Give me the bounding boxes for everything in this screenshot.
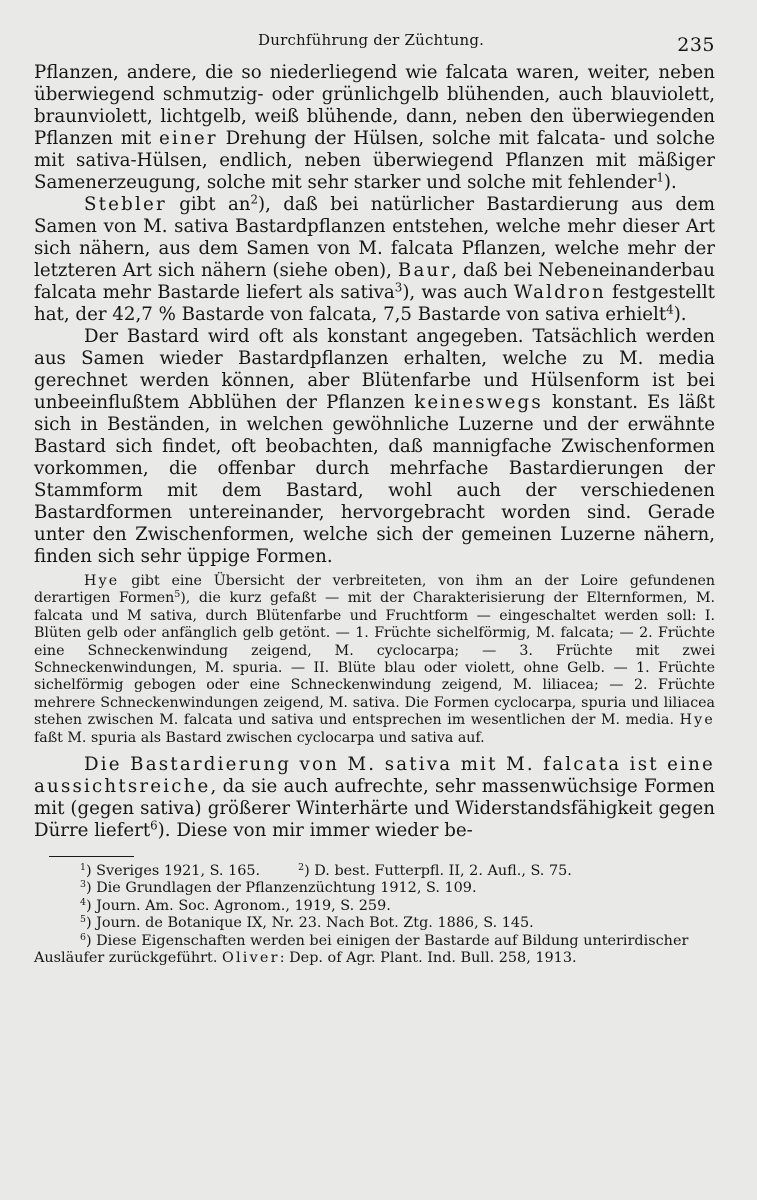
- running-title: Durchführung der Züchtung.: [258, 31, 485, 49]
- footnote-ref: 1: [656, 170, 664, 185]
- footnotes: [34, 863, 715, 967]
- author-name: Baur: [397, 260, 452, 281]
- author-name: Waldron: [513, 282, 606, 303]
- footnote-ref: 4: [666, 302, 674, 317]
- paragraph-hye: Hye gibt eine Übersicht der verbreiteten, von ihm an der Loire gefundenen derartigen Formen$^5$), die kurz gefaßt — mit der Charakterisierung der Elternformen, M. falcata und M sativa, durch Blütenfarbe und Fruchtform — eingeschaltet werden soll: I. Blüten gelb oder anfänglich gelb getönt. — 1. Früchte sichelförmig, M. falcata; — 2. Früchte eine Schneckenwindung zeigend, M. cyclocarpa; — 3. Früchte mit zwei Schneckenwindungen, M. spuria. — II. Blüte blau oder violett, ohne Gelb. — 1. Früchte sichelförmig gebogen oder eine Schneckenwindung zeigend, M. liliacea; — 2. Früchte mehrere Schneckenwindungen zeigend, M. sativa. Die Formen cyclocarpa, spuria und liliacea stehen zwischen M. falcata und sativa und entsprechen im wesentlichen der M. media. Hye faßt M. spuria als Bastard zwischen cyclocarpa und sativa auf.: [34, 573, 715, 746]
- footnote-4: $^4$) Journ. Am. Soc. Agronom., 1919, S. 259.: [80, 896, 391, 914]
- footnote-ref: 5: [174, 589, 181, 601]
- footnote-ref: 6: [150, 818, 158, 833]
- author-name: Stebler: [84, 194, 167, 215]
- page-header: [34, 24, 715, 62]
- paragraph-continued: Pflanzen, andere, die so niederliegend wie falcata waren, weiter, neben überwiegend schmutzig- oder grünlichgelb blühenden, auch blauviolett, braunviolett, lichtgelb, weiß blühende, dann, neben den überwiegenden Pflanzen mit einer Drehung der Hülsen, solche mit falcata- und solche mit sativa-Hülsen, endlich, neben überwiegend Pflanzen mit mäßiger Samenerzeugung, solche mit sehr starker und solche mit fehlender$^1$).: [34, 62, 715, 193]
- small-print-note: [34, 573, 715, 747]
- author-name: Oliver: [221, 950, 280, 967]
- main-text: [34, 62, 715, 568]
- footnote-6: $^6$) Diese Eigenschaften werden bei einigen der Bastarde auf Bildung unterirdischer Ausläufer zurückgeführt. Oliver: Dep. of Agr. Plant. Ind. Bull. 258, 1913.: [34, 931, 689, 967]
- paragraph-bastardierung: Die Bastardierung von M. sativa mit M. falcata ist eine aussichtsreiche, da sie auch aufrechte, sehr massenwüchsige Formen mit (gegen sativa) größerer Winterhärte und Widerstandsfähigkeit gegen Dürre liefert$^6$). Diese von mir immer wieder be-: [34, 754, 715, 842]
- footnote-divider: [49, 856, 134, 857]
- footnote-ref: 2: [250, 192, 259, 207]
- footnote-ref: 3: [394, 280, 403, 295]
- page-number: 235: [677, 34, 715, 56]
- footnote-5: $^5$) Journ. de Botanique IX, Nr. 23. Nach Bot. Ztg. 1886, S. 145.: [80, 914, 534, 932]
- paragraph-bastard: Der Bastard wird oft als konstant angegeben. Tatsächlich werden aus Samen wieder Bastardpflanzen erhalten, welche zu M. media gerechnet werden können, aber Blütenfarbe und Hülsenform ist bei unbeeinflußtem Abblühen der Pflanzen keineswegs konstant. Es läßt sich in Beständen, in welchen gewöhnliche Luzerne und der erwähnte Bastard sich findet, oft beobachten, daß mannigfache Zwischenformen vorkommen, die offenbar durch mehrfache Bastardierungen der Stammform mit dem Bastard, wohl auch der verschiedenen Bastardformen untereinander, hervorgebracht worden sind. Gerade unter den Zwischenformen, welche sich der gemeinen Luzerne nähern, finden sich sehr üppige Formen.: [34, 326, 715, 567]
- main-text-continued: [34, 754, 715, 842]
- paragraph-stebler: Stebler gibt $an^2$), daß bei natürlicher Bastardierung aus dem Samen von M. sativa Bastardpflanzen entstehen, welche mehr dieser Art sich nähern, aus dem Samen von M. falcata Pflanzen, welche mehr der letzteren Art sich nähern (siehe oben), Baur, daß bei Nebeneinanderbau falcata mehr Bastarde liefert als sativa$^3$), was auch Waldron festgestellt hat, der 42,7 % Bastarde von falcata, 7,5 Bastarde von sativa erhielt$^4$).: [34, 192, 716, 325]
- author-name: Hye: [679, 712, 715, 729]
- footnote-1: $^1$) Sveriges 1921, S. 165. $^2$) D. best. Futterpfl. II, 2. Aufl., S. 75.: [80, 861, 572, 880]
- author-name: Hye: [84, 573, 120, 589]
- footnote-3: $^3$) Die Grundlagen der Pflanzenzüchtung 1912, S. 109.: [80, 879, 477, 897]
